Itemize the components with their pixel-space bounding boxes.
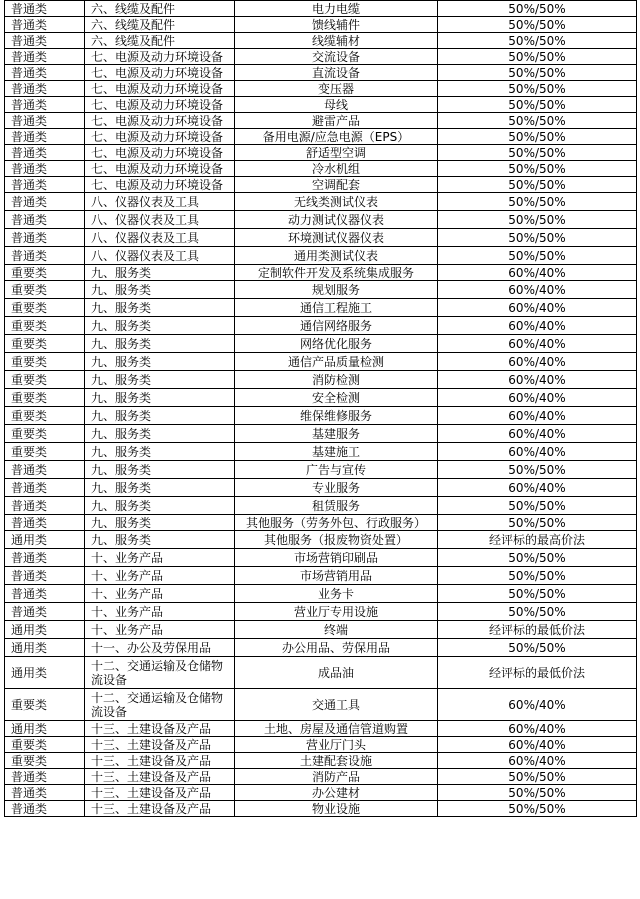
cell-type: 普通类 xyxy=(5,549,85,567)
table-row xyxy=(5,49,637,65)
cell-type: 普通类 xyxy=(5,193,85,211)
cell-category: 十三、土建设备及产品 xyxy=(85,801,235,817)
table-row xyxy=(5,479,637,497)
cell-ratio: 60%/40% xyxy=(438,265,637,281)
cell-item-name: 办公建材 xyxy=(235,785,438,801)
cell-item-name: 租赁服务 xyxy=(235,497,438,515)
cell-category: 八、仪器仪表及工具 xyxy=(85,211,235,229)
cell-type: 普通类 xyxy=(5,497,85,515)
cell-type: 重要类 xyxy=(5,737,85,753)
cell-item-name: 其他服务（报废物资处置） xyxy=(235,531,438,549)
cell-category: 十、业务产品 xyxy=(85,621,235,639)
table-body xyxy=(5,1,637,817)
cell-type: 重要类 xyxy=(5,317,85,335)
table-row xyxy=(5,281,637,299)
cell-item-name: 交通工具 xyxy=(235,689,438,721)
cell-item-name: 终端 xyxy=(235,621,438,639)
cell-ratio: 50%/50% xyxy=(438,229,637,247)
cell-item-name: 定制软件开发及系统集成服务 xyxy=(235,265,438,281)
table-row xyxy=(5,639,637,657)
table-row xyxy=(5,1,637,17)
table-row xyxy=(5,177,637,193)
cell-type: 普通类 xyxy=(5,161,85,177)
cell-category: 七、电源及动力环境设备 xyxy=(85,81,235,97)
cell-ratio: 60%/40% xyxy=(438,371,637,389)
cell-category: 十、业务产品 xyxy=(85,567,235,585)
cell-category: 七、电源及动力环境设备 xyxy=(85,161,235,177)
table-row xyxy=(5,785,637,801)
cell-ratio: 50%/50% xyxy=(438,801,637,817)
cell-category: 七、电源及动力环境设备 xyxy=(85,113,235,129)
cell-type: 普通类 xyxy=(5,1,85,17)
cell-category: 十三、土建设备及产品 xyxy=(85,753,235,769)
cell-type: 普通类 xyxy=(5,49,85,65)
cell-ratio: 经评标的最高价法 xyxy=(438,531,637,549)
cell-category: 九、服务类 xyxy=(85,265,235,281)
cell-category: 六、线缆及配件 xyxy=(85,17,235,33)
cell-category: 七、电源及动力环境设备 xyxy=(85,65,235,81)
cell-ratio: 60%/40% xyxy=(438,353,637,371)
table-row xyxy=(5,585,637,603)
table-row xyxy=(5,371,637,389)
cell-item-name: 市场营销用品 xyxy=(235,567,438,585)
cell-ratio: 60%/40% xyxy=(438,689,637,721)
table-row xyxy=(5,497,637,515)
cell-category: 十、业务产品 xyxy=(85,603,235,621)
cell-item-name: 专业服务 xyxy=(235,479,438,497)
cell-category: 七、电源及动力环境设备 xyxy=(85,145,235,161)
cell-type: 通用类 xyxy=(5,657,85,689)
cell-category: 九、服务类 xyxy=(85,281,235,299)
cell-type: 普通类 xyxy=(5,229,85,247)
table-row xyxy=(5,801,637,817)
cell-ratio: 50%/50% xyxy=(438,161,637,177)
cell-type: 普通类 xyxy=(5,81,85,97)
cell-category: 九、服务类 xyxy=(85,515,235,531)
cell-category: 十三、土建设备及产品 xyxy=(85,785,235,801)
cell-category: 九、服务类 xyxy=(85,353,235,371)
cell-type: 普通类 xyxy=(5,769,85,785)
cell-item-name: 母线 xyxy=(235,97,438,113)
cell-item-name: 通用类测试仪表 xyxy=(235,247,438,265)
table-row xyxy=(5,407,637,425)
cell-category: 十三、土建设备及产品 xyxy=(85,769,235,785)
cell-ratio: 50%/50% xyxy=(438,97,637,113)
table-row xyxy=(5,17,637,33)
table-row xyxy=(5,229,637,247)
cell-category: 九、服务类 xyxy=(85,407,235,425)
cell-item-name: 变压器 xyxy=(235,81,438,97)
cell-item-name: 土建配套设施 xyxy=(235,753,438,769)
evaluation-table xyxy=(4,0,637,817)
table-row xyxy=(5,531,637,549)
cell-type: 普通类 xyxy=(5,145,85,161)
cell-category: 九、服务类 xyxy=(85,497,235,515)
cell-item-name: 物业设施 xyxy=(235,801,438,817)
cell-ratio: 50%/50% xyxy=(438,1,637,17)
cell-ratio: 60%/40% xyxy=(438,443,637,461)
cell-type: 通用类 xyxy=(5,639,85,657)
cell-type: 普通类 xyxy=(5,515,85,531)
cell-item-name: 基建施工 xyxy=(235,443,438,461)
cell-ratio: 60%/40% xyxy=(438,335,637,353)
cell-ratio: 50%/50% xyxy=(438,515,637,531)
table-row xyxy=(5,33,637,49)
cell-ratio: 50%/50% xyxy=(438,65,637,81)
cell-type: 普通类 xyxy=(5,211,85,229)
cell-ratio: 60%/40% xyxy=(438,317,637,335)
cell-item-name: 环境测试仪器仪表 xyxy=(235,229,438,247)
cell-type: 通用类 xyxy=(5,721,85,737)
cell-ratio: 60%/40% xyxy=(438,407,637,425)
cell-item-name: 市场营销印刷品 xyxy=(235,549,438,567)
cell-item-name: 消防检测 xyxy=(235,371,438,389)
cell-item-name: 电力电缆 xyxy=(235,1,438,17)
cell-category: 七、电源及动力环境设备 xyxy=(85,129,235,145)
table-row xyxy=(5,161,637,177)
cell-type: 普通类 xyxy=(5,785,85,801)
cell-item-name: 交流设备 xyxy=(235,49,438,65)
cell-type: 重要类 xyxy=(5,335,85,353)
cell-type: 普通类 xyxy=(5,17,85,33)
cell-category: 十、业务产品 xyxy=(85,585,235,603)
table-row xyxy=(5,317,637,335)
table-row xyxy=(5,145,637,161)
cell-type: 普通类 xyxy=(5,33,85,49)
cell-category: 九、服务类 xyxy=(85,317,235,335)
table-row xyxy=(5,549,637,567)
cell-ratio: 50%/50% xyxy=(438,49,637,65)
cell-ratio: 60%/40% xyxy=(438,479,637,497)
cell-ratio: 60%/40% xyxy=(438,737,637,753)
cell-type: 通用类 xyxy=(5,621,85,639)
cell-item-name: 备用电源/应急电源（EPS） xyxy=(235,129,438,145)
cell-category: 六、线缆及配件 xyxy=(85,33,235,49)
cell-type: 重要类 xyxy=(5,443,85,461)
cell-category: 八、仪器仪表及工具 xyxy=(85,193,235,211)
cell-type: 普通类 xyxy=(5,479,85,497)
cell-type: 重要类 xyxy=(5,371,85,389)
cell-type: 通用类 xyxy=(5,531,85,549)
cell-type: 普通类 xyxy=(5,585,85,603)
cell-item-name: 规划服务 xyxy=(235,281,438,299)
cell-category: 十二、交通运输及仓储物流设备 xyxy=(85,689,235,721)
cell-ratio: 50%/50% xyxy=(438,603,637,621)
table-row xyxy=(5,443,637,461)
cell-type: 重要类 xyxy=(5,425,85,443)
cell-ratio: 50%/50% xyxy=(438,145,637,161)
cell-type: 普通类 xyxy=(5,801,85,817)
cell-ratio: 50%/50% xyxy=(438,461,637,479)
table-row xyxy=(5,65,637,81)
table-row xyxy=(5,721,637,737)
cell-item-name: 直流设备 xyxy=(235,65,438,81)
cell-ratio: 50%/50% xyxy=(438,211,637,229)
cell-item-name: 线缆辅材 xyxy=(235,33,438,49)
cell-category: 十二、交通运输及仓储物流设备 xyxy=(85,657,235,689)
cell-ratio: 50%/50% xyxy=(438,785,637,801)
cell-type: 重要类 xyxy=(5,407,85,425)
cell-category: 十三、土建设备及产品 xyxy=(85,721,235,737)
cell-item-name: 通信工程施工 xyxy=(235,299,438,317)
cell-item-name: 无线类测试仪表 xyxy=(235,193,438,211)
cell-category: 九、服务类 xyxy=(85,371,235,389)
cell-item-name: 安全检测 xyxy=(235,389,438,407)
cell-type: 普通类 xyxy=(5,97,85,113)
cell-type: 重要类 xyxy=(5,689,85,721)
cell-item-name: 维保维修服务 xyxy=(235,407,438,425)
table-row xyxy=(5,621,637,639)
cell-type: 普通类 xyxy=(5,177,85,193)
cell-ratio: 50%/50% xyxy=(438,585,637,603)
cell-category: 十、业务产品 xyxy=(85,549,235,567)
cell-type: 普通类 xyxy=(5,567,85,585)
table-row xyxy=(5,353,637,371)
cell-category: 九、服务类 xyxy=(85,335,235,353)
cell-ratio: 50%/50% xyxy=(438,177,637,193)
cell-item-name: 避雷产品 xyxy=(235,113,438,129)
cell-category: 九、服务类 xyxy=(85,389,235,407)
cell-item-name: 消防产品 xyxy=(235,769,438,785)
cell-ratio: 经评标的最低价法 xyxy=(438,657,637,689)
table-row xyxy=(5,769,637,785)
table-row xyxy=(5,113,637,129)
cell-item-name: 营业厅门头 xyxy=(235,737,438,753)
cell-type: 普通类 xyxy=(5,461,85,479)
cell-category: 九、服务类 xyxy=(85,531,235,549)
cell-ratio: 60%/40% xyxy=(438,389,637,407)
cell-ratio: 50%/50% xyxy=(438,497,637,515)
cell-item-name: 业务卡 xyxy=(235,585,438,603)
table-row xyxy=(5,299,637,317)
cell-category: 九、服务类 xyxy=(85,299,235,317)
cell-item-name: 广告与宣传 xyxy=(235,461,438,479)
cell-item-name: 通信产品质量检测 xyxy=(235,353,438,371)
table-row xyxy=(5,265,637,281)
cell-ratio: 60%/40% xyxy=(438,281,637,299)
cell-item-name: 通信网络服务 xyxy=(235,317,438,335)
cell-item-name: 舒适型空调 xyxy=(235,145,438,161)
table-row xyxy=(5,567,637,585)
table-row xyxy=(5,603,637,621)
cell-item-name: 营业厅专用设施 xyxy=(235,603,438,621)
table-row xyxy=(5,247,637,265)
cell-item-name: 其他服务（劳务外包、行政服务） xyxy=(235,515,438,531)
table-row xyxy=(5,689,637,721)
table-row xyxy=(5,657,637,689)
cell-category: 九、服务类 xyxy=(85,461,235,479)
cell-category: 七、电源及动力环境设备 xyxy=(85,49,235,65)
cell-ratio: 50%/50% xyxy=(438,129,637,145)
cell-ratio: 50%/50% xyxy=(438,113,637,129)
table-row xyxy=(5,461,637,479)
cell-category: 六、线缆及配件 xyxy=(85,1,235,17)
cell-type: 重要类 xyxy=(5,389,85,407)
cell-item-name: 网络优化服务 xyxy=(235,335,438,353)
cell-type: 普通类 xyxy=(5,129,85,145)
cell-category: 七、电源及动力环境设备 xyxy=(85,177,235,193)
cell-ratio: 60%/40% xyxy=(438,425,637,443)
table-row xyxy=(5,335,637,353)
cell-category: 八、仪器仪表及工具 xyxy=(85,229,235,247)
cell-ratio: 50%/50% xyxy=(438,549,637,567)
cell-category: 九、服务类 xyxy=(85,425,235,443)
cell-type: 普通类 xyxy=(5,113,85,129)
cell-item-name: 土地、房屋及通信管道购置 xyxy=(235,721,438,737)
cell-category: 九、服务类 xyxy=(85,479,235,497)
cell-category: 十一、办公及劳保用品 xyxy=(85,639,235,657)
table-row xyxy=(5,81,637,97)
cell-type: 重要类 xyxy=(5,265,85,281)
cell-ratio: 50%/50% xyxy=(438,769,637,785)
cell-ratio: 50%/50% xyxy=(438,567,637,585)
cell-type: 重要类 xyxy=(5,299,85,317)
cell-type: 重要类 xyxy=(5,353,85,371)
table-row xyxy=(5,515,637,531)
cell-type: 普通类 xyxy=(5,603,85,621)
cell-ratio: 50%/50% xyxy=(438,247,637,265)
table-row xyxy=(5,97,637,113)
table-row xyxy=(5,753,637,769)
cell-item-name: 成品油 xyxy=(235,657,438,689)
cell-type: 普通类 xyxy=(5,65,85,81)
cell-type: 普通类 xyxy=(5,247,85,265)
cell-category: 九、服务类 xyxy=(85,443,235,461)
cell-ratio: 60%/40% xyxy=(438,721,637,737)
cell-type: 重要类 xyxy=(5,281,85,299)
table-row xyxy=(5,425,637,443)
cell-ratio: 50%/50% xyxy=(438,193,637,211)
cell-item-name: 办公用品、劳保用品 xyxy=(235,639,438,657)
cell-ratio: 50%/50% xyxy=(438,33,637,49)
cell-category: 十三、土建设备及产品 xyxy=(85,737,235,753)
table-row xyxy=(5,211,637,229)
cell-item-name: 馈线辅件 xyxy=(235,17,438,33)
cell-item-name: 动力测试仪器仪表 xyxy=(235,211,438,229)
table-row xyxy=(5,389,637,407)
cell-item-name: 空调配套 xyxy=(235,177,438,193)
table-row xyxy=(5,193,637,211)
cell-ratio: 50%/50% xyxy=(438,639,637,657)
cell-ratio: 50%/50% xyxy=(438,17,637,33)
cell-ratio: 60%/40% xyxy=(438,299,637,317)
cell-item-name: 冷水机组 xyxy=(235,161,438,177)
cell-category: 八、仪器仪表及工具 xyxy=(85,247,235,265)
cell-ratio: 60%/40% xyxy=(438,753,637,769)
cell-category: 七、电源及动力环境设备 xyxy=(85,97,235,113)
cell-type: 重要类 xyxy=(5,753,85,769)
cell-item-name: 基建服务 xyxy=(235,425,438,443)
cell-ratio: 经评标的最低价法 xyxy=(438,621,637,639)
table-row xyxy=(5,129,637,145)
cell-ratio: 50%/50% xyxy=(438,81,637,97)
table-row xyxy=(5,737,637,753)
